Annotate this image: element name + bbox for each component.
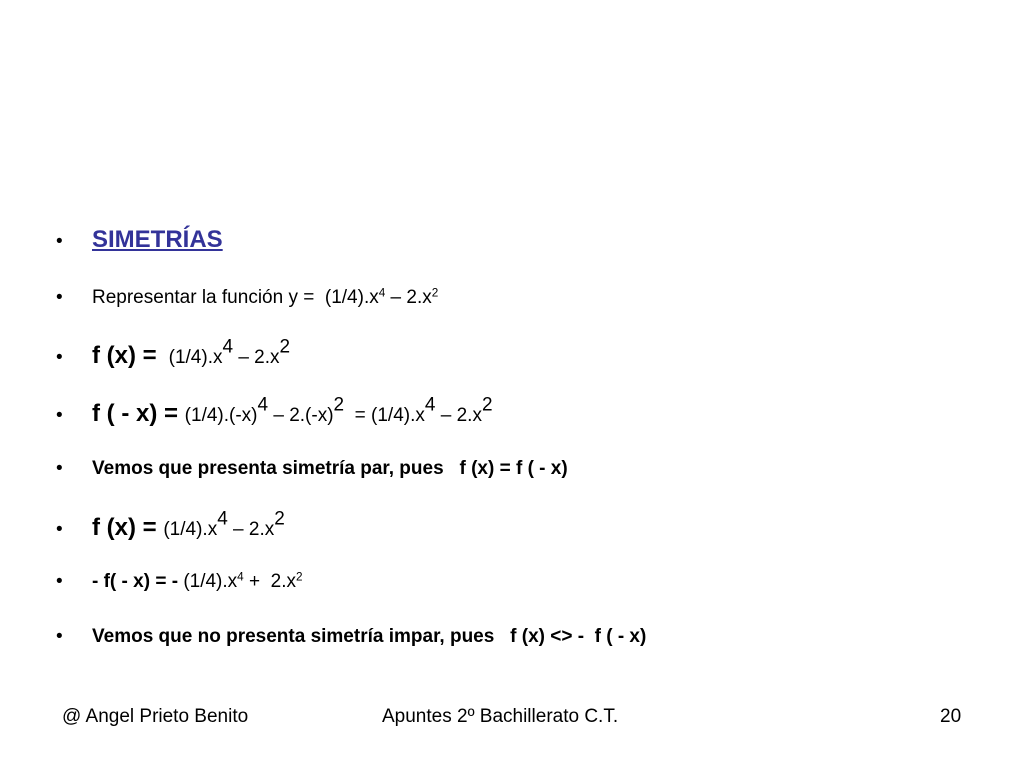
- bullet-f-x-2: [56, 508, 285, 541]
- footer-page-number: 20: [940, 706, 962, 727]
- bullet-f-minus-x: [56, 394, 493, 427]
- bullet-dot: •: [56, 626, 63, 647]
- formula-line: f ( - $x) = (1/4).(-x)^4 - 2.(-x)^2 = (1/4).x^4 - 2.x^2$: [92, 394, 493, 427]
- bullet-f-x: [56, 336, 291, 369]
- bullet-dot: •: [56, 519, 63, 540]
- bullet-simetria-par: [56, 459, 568, 478]
- section-title: SIMETRÍAS: [92, 226, 223, 253]
- conclusion-text: Vemos que no presenta simetría impar, pues f (x) <> - f ( - x): [92, 626, 647, 647]
- bullet-simetria-impar: [56, 627, 646, 646]
- footer-course: Apuntes 2º Bachillerato C.T.: [382, 706, 619, 727]
- bullet-dot: •: [56, 458, 63, 479]
- bullet-minus-f-minus-x: [56, 572, 303, 591]
- formula-line: f $(x) = (1/4).x^4 - 2.x^2$: [92, 336, 291, 369]
- bullet-simetrias-title: [56, 228, 223, 252]
- bullet-dot: •: [56, 287, 63, 308]
- bullet-dot: •: [56, 571, 63, 592]
- formula-line: Representar la función $y = (1/4).x^4 - 2.x^2$: [92, 286, 439, 308]
- bullet-dot: •: [56, 231, 63, 252]
- formula-line: - f( - x) = - $(1/4).x^4 + 2.x^2$: [92, 570, 303, 592]
- bullet-representar: [56, 288, 438, 307]
- footer-author: @ Angel Prieto Benito: [62, 706, 249, 727]
- conclusion-text: Vemos que presenta simetría par, pues f (x) = f ( - x): [92, 458, 568, 479]
- formula-line: f $(x) = (1/4).x^4 - 2.x^2$: [92, 508, 285, 541]
- bullet-dot: •: [56, 347, 63, 368]
- bullet-dot: •: [56, 405, 63, 426]
